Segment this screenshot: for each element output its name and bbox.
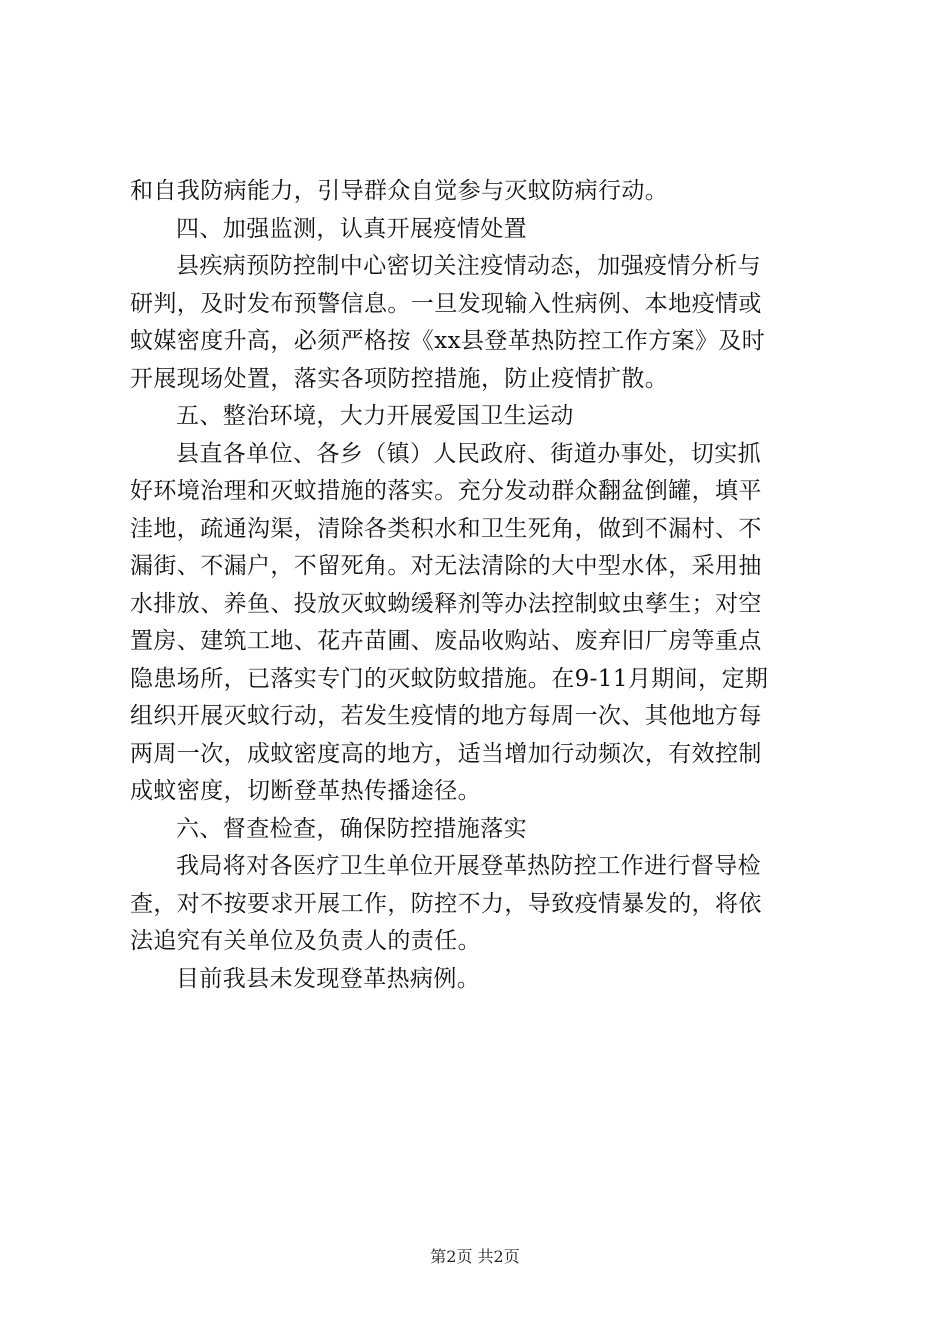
paragraph-line: 县疾病预防控制中心密切关注疫情动态，加强疫情分析与 — [176, 253, 761, 279]
paragraph-line: 洼地，疏通沟渠，清除各类积水和卫生死角，做到不漏村、不 — [130, 515, 762, 542]
paragraph-line: 成蚊密度，切断登革热传播途径。 — [130, 778, 481, 804]
document-body — [130, 173, 830, 998]
paragraph-line: 置房、建筑工地、花卉苗圃、废品收购站、废弃旧厂房等重点 — [130, 628, 762, 654]
paragraph-line: 组织开展灭蚊行动，若发生疫情的地方每周一次、其他地方每 — [130, 703, 762, 729]
section-heading-6: 六、督查检查，确保防控措施落实 — [176, 815, 527, 842]
paragraph-line: 两周一次，成蚊密度高的地方，适当增加行动频次，有效控制 — [130, 740, 762, 767]
paragraph-line: 水排放、养鱼、投放灭蚊蚴缓释剂等办法控制蚊虫孳生；对空 — [130, 590, 762, 617]
paragraph-line: 我局将对各医疗卫生单位开展登革热防控工作进行督导检 — [176, 853, 761, 879]
paragraph-line: 县直各单位、各乡（镇）人民政府、街道办事处，切实抓 — [176, 440, 761, 467]
paragraph-line: 法追究有关单位及负责人的责任。 — [130, 928, 481, 954]
paragraph-line: 开展现场处置，落实各项防控措施，防止疫情扩散。 — [130, 365, 669, 392]
paragraph-line: 漏街、不漏户，不留死角。对无法清除的大中型水体，采用抽 — [130, 553, 762, 579]
section-heading-5: 五、整治环境，大力开展爱国卫生运动 — [176, 403, 574, 429]
paragraph-line: 研判，及时发布预警信息。一旦发现输入性病例、本地疫情或 — [130, 290, 762, 317]
paragraph-line: 好环境治理和灭蚊措施的落实。充分发动群众翻盆倒罐，填平 — [130, 478, 762, 504]
section-heading-4: 四、加强监测，认真开展疫情处置 — [176, 215, 527, 242]
paragraph-line: 查，对不按要求开展工作，防控不力，导致疫情暴发的，将依 — [130, 890, 762, 917]
paragraph-line: 目前我县未发现登革热病例。 — [176, 965, 481, 992]
paragraph-line: 蚊媒密度升高，必须严格按《xx县登革热防控工作方案》及时 — [130, 328, 766, 354]
paragraph-line: 隐患场所，已落实专门的灭蚊防蚊措施。在9-11月期间，定期 — [130, 665, 769, 692]
paragraph-line: 和自我防病能力，引导群众自觉参与灭蚊防病行动。 — [130, 178, 669, 204]
page-footer: 第2页 共2页 — [430, 1247, 520, 1266]
